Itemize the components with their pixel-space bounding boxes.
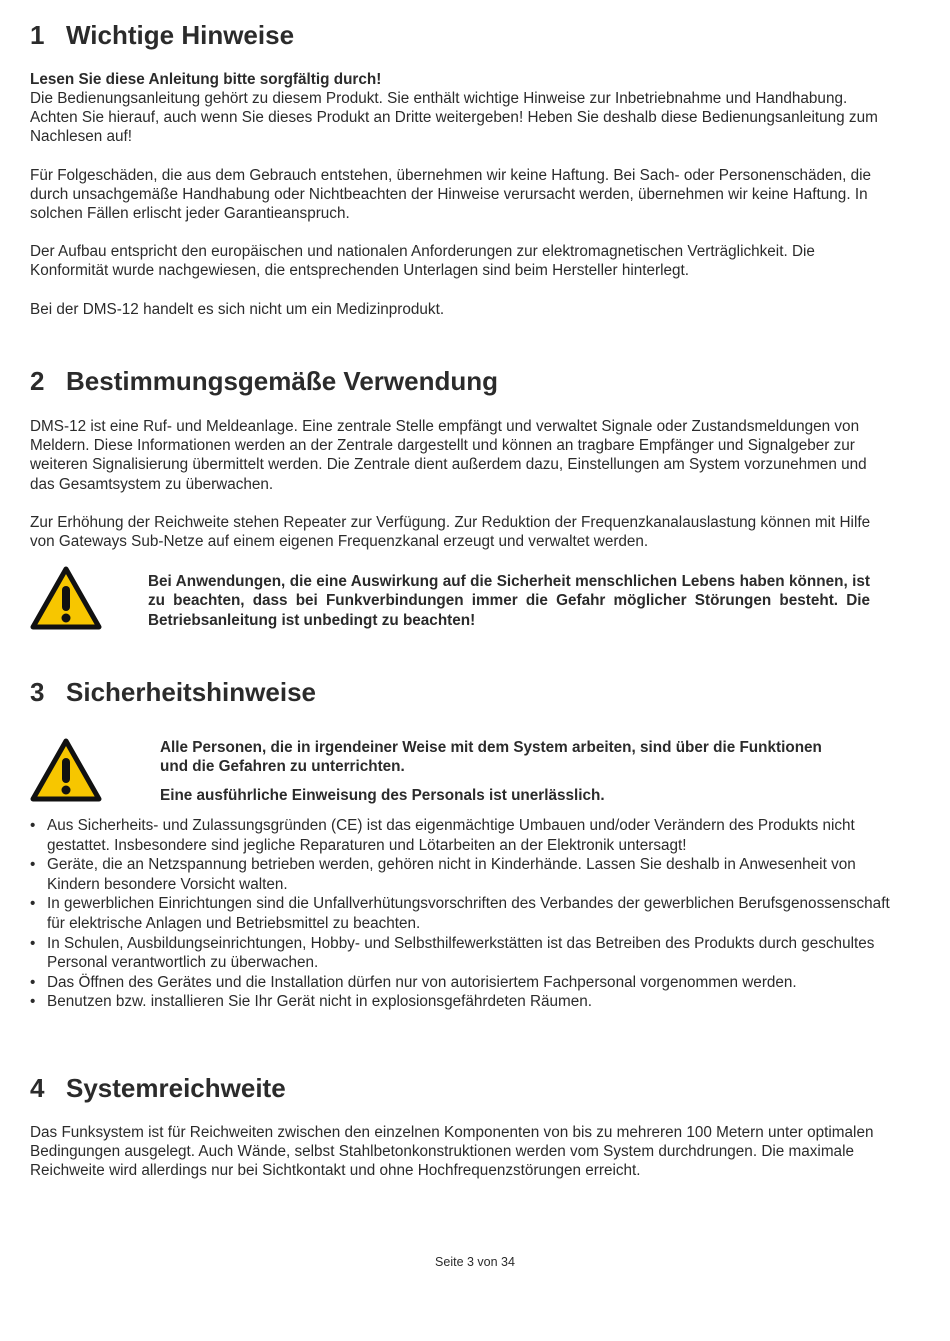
list-item: • Das Öffnen des Gerätes und die Installation dürfen nur von autorisiertem Fachpersonal vorgenommen werden. (30, 973, 890, 993)
list-item: • In gewerblichen Einrichtungen sind die Unfallverhütungsvorschriften des Verbandes der gewerblichen Berufsgenossenschaft für elektrische Anlagen und Betriebsmittel zu beachten. (30, 894, 890, 933)
section-4-heading (30, 1073, 286, 1103)
section-3-warning-text-2: Eine ausführliche Einweisung des Personals ist unerlässlich. (160, 787, 605, 804)
section-1-lead: Lesen Sie diese Anleitung bitte sorgfältig durch! (30, 71, 382, 88)
section-3-number: 3 (30, 677, 45, 707)
list-item: • Benutzen bzw. installieren Sie Ihr Gerät nicht in explosionsgefährdeten Räumen. (30, 992, 890, 1012)
section-2-warning (30, 566, 875, 638)
list-item: • Aus Sicherheits- und Zulassungsgründen (CE) ist das eigenmächtige Umbauen und/oder Verändern des Produkts nicht gestattet. Insbesondere sind jegliche Reparaturen und Lötarbeiten an der Elektronik untersagt! (30, 816, 890, 855)
warning-triangle-icon (30, 738, 102, 802)
section-1-title: Wichtige Hinweise (66, 20, 295, 50)
section-4-number: 4 (30, 1073, 45, 1103)
page-footer: Seite 3 von 34 (435, 1255, 515, 1269)
section-2-number: 2 (30, 366, 45, 396)
section-1-paragraph-4: Bei der DMS-12 handelt es sich nicht um ein Medizinprodukt. (30, 301, 445, 318)
section-1-paragraph-3: Der Aufbau entspricht den europäischen und nationalen Anforderungen zur elektromagnetischen Verträglichkeit. Die Konformität wurde nachgewiesen, die entsprechenden Unterlagen sind beim Hersteller hinterlegt. (30, 243, 815, 280)
warning-triangle-icon (30, 566, 102, 630)
list-item: • Geräte, die an Netzspannung betrieben werden, gehören nicht in Kinderhände. Lassen Sie deshalb in Anwesenheit von Kindern besondere Vorsicht walten. (30, 855, 890, 894)
list-item: • In Schulen, Ausbildungseinrichtungen, Hobby- und Selbsthilfewerkstätten ist das Betreiben des Produkts durch geschultes Personal verantwortlich zu überwachen. (30, 934, 890, 973)
section-1-number: 1 (30, 20, 45, 50)
safety-bullet-list (30, 816, 890, 1012)
section-2-paragraph-2: Zur Erhöhung der Reichweite stehen Repeater zur Verfügung. Zur Reduktion der Frequenzkanalauslastung können mit Hilfe von Gateways Sub-Netze auf einem eigenen Frequenzkanal erzeugt und verwaltet werden. (30, 514, 871, 551)
section-3-warning-text-1: Alle Personen, die in irgendeiner Weise mit dem System arbeiten, sind über die Funktionen und die Gefahren zu unterrichten. (160, 739, 822, 776)
section-2-heading (30, 366, 498, 396)
section-2-paragraph-1: DMS-12 ist eine Ruf- und Meldeanlage. Eine zentrale Stelle empfängt und verwaltet Signale oder Zustandsmeldungen von Meldern. Diese Informationen werden an der Zentrale dargestellt und können an tragbare Empfänger und Signalgeber zur weiteren Signalisierung übermittelt werden. Die Zentrale dient außerdem dazu, Einstellungen am System vorzunehmen und das Gesamtsystem zu überwachen. (30, 418, 867, 493)
section-1-paragraph-2: Für Folgeschäden, die aus dem Gebrauch entstehen, übernehmen wir keine Haftung. Bei Sach- oder Personenschäden, die durch unsachgemäße Handhabung oder Nichtbeachten der Hinweise verursacht werden, übernehmen wir keine Haftung. In solchen Fällen erlischt jeder Garantieanspruch. (30, 167, 871, 223)
section-2-title: Bestimmungsgemäße Verwendung (66, 366, 498, 396)
section-4-paragraph-1: Das Funksystem ist für Reichweiten zwischen den einzelnen Komponenten von bis zu mehreren 100 Metern unter optimalen Bedingungen ausgelegt. Auch Wände, selbst Stahlbetonkonstruktionen werden vom System durchdrungen. Die maximale Reichweite wird allerdings nur bei Sichtkontakt und ohne Hochfrequenzstörungen erreicht. (30, 1124, 874, 1180)
section-3-heading (30, 677, 316, 707)
section-2-warning-text: Bei Anwendungen, die eine Auswirkung auf die Sicherheit menschlichen Lebens haben können, ist zu beachten, dass bei Funkverbindungen immer die Gefahr möglicher Störungen besteht. Die Betriebsanleitung ist unbedingt zu beachten! (148, 573, 870, 629)
section-3-warning (30, 738, 875, 808)
section-1-paragraph-1: Die Bedienungsanleitung gehört zu diesem Produkt. Sie enthält wichtige Hinweise zur Inbetriebnahme und Handhabung. Achten Sie hierauf, auch wenn Sie dieses Produkt an Dritte weitergeben! Heben Sie deshalb diese Bedienungsanleitung zum Nachlesen auf! (30, 90, 878, 146)
section-1-heading (30, 20, 294, 50)
section-3-title: Sicherheitshinweise (66, 677, 316, 707)
section-4-title: Systemreichweite (66, 1073, 286, 1103)
